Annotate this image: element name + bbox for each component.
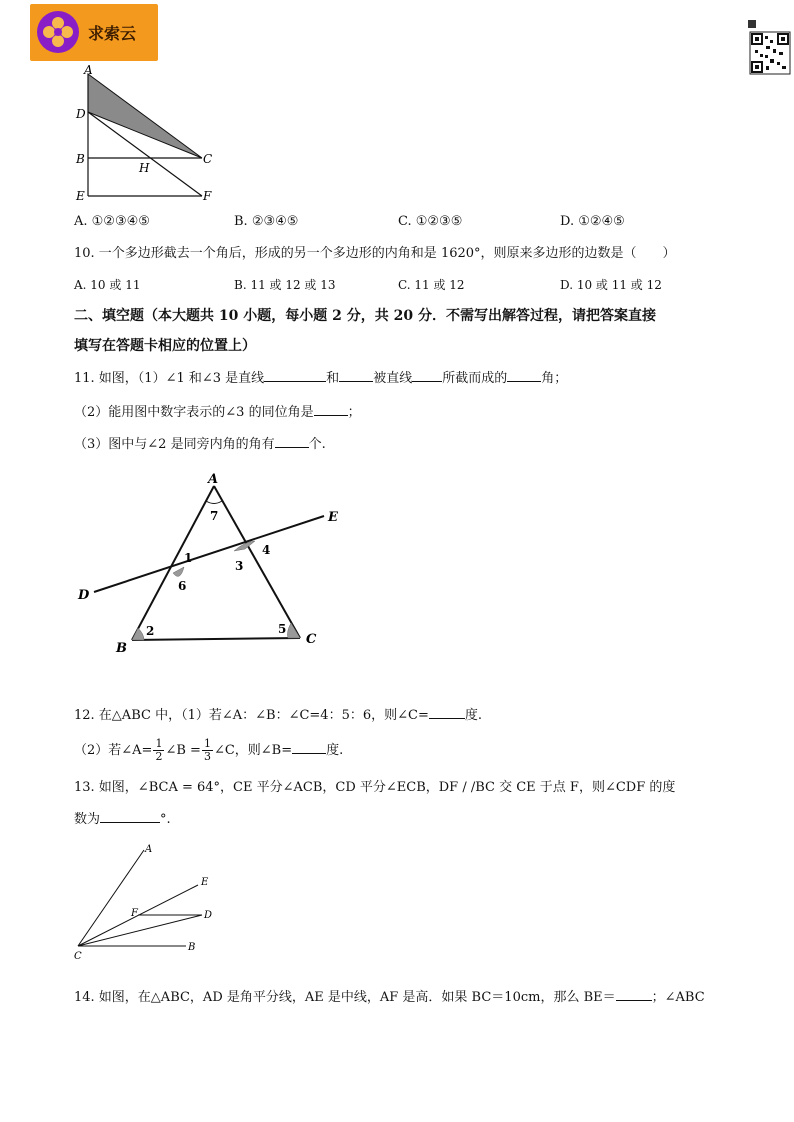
q11-blank-3[interactable] (412, 369, 442, 382)
q11-text-a3: 被直线 (373, 371, 413, 386)
logo-flower-icon (37, 11, 79, 53)
q12-text-b1: （2）若∠A= (74, 743, 153, 758)
q11-text-c1: （3）图中与∠2 是同旁内角的角有 (74, 437, 275, 452)
q14-text-a2: ；∠ABC (651, 990, 705, 1005)
q9-option-b[interactable]: B. ②③④⑤ (234, 214, 299, 229)
fraction-one-half: $\frac{1}{2}$ (155, 737, 163, 763)
label-D: D (204, 910, 213, 921)
qr-code-icon (746, 18, 793, 78)
label-D: D (76, 107, 86, 121)
label-A: A (208, 472, 219, 487)
label-B: B (76, 152, 85, 166)
q11-blank-2[interactable] (339, 369, 373, 382)
logo-text: 求索云 (88, 24, 137, 43)
q11-blank-1[interactable] (264, 369, 326, 382)
label-E: E (76, 189, 85, 203)
q13-text-2a: 数为 (74, 812, 101, 827)
q11-text-a2: 和 (326, 371, 340, 386)
q14-text-a1: 14. 如图，在△ABC，AD 是角平分线，AE 是中线，AF 是高．如果 BC＝10cm，那么 BE＝ (74, 990, 616, 1005)
q11-text-a5: 角； (541, 371, 568, 386)
q11-blank-6[interactable] (275, 435, 309, 448)
q11-text-a4: 所截而成的 (442, 371, 508, 386)
label-B: B (116, 641, 127, 656)
label-6: 6 (178, 579, 187, 593)
q10-option-a[interactable]: A. 10 或 11 (74, 278, 141, 292)
q13-blank[interactable] (100, 810, 160, 823)
figure-q13 (70, 840, 230, 965)
q11-text-b2: ； (347, 405, 361, 420)
q10-option-b[interactable]: B. 11 或 12 或 13 (234, 278, 336, 292)
figure-q11-triangle (72, 470, 362, 660)
label-A: A (145, 844, 153, 855)
q14-blank-1[interactable] (616, 988, 652, 1001)
label-C: C (306, 632, 317, 647)
figure-q9 (72, 62, 222, 207)
q9-option-a[interactable]: A. ①②③④⑤ (74, 214, 150, 229)
q11-blank-5[interactable] (314, 403, 348, 416)
label-C: C (74, 951, 82, 962)
q11-part1 (74, 369, 567, 388)
q11-text-a1: 11. 如图，（1）∠1 和∠3 是直线 (74, 371, 265, 386)
q13-line2 (74, 810, 171, 829)
q11-text-c2: 个. (308, 437, 326, 452)
label-E: E (201, 877, 209, 888)
label-F: F (203, 189, 212, 203)
q10-option-d[interactable]: D. 10 或 11 或 12 (560, 278, 662, 292)
section2-title-line1: 二、填空题（本大题共 10 小题，每小题 2 分，共 20 分．不需写出解答过程，请把答案直接 (74, 308, 656, 324)
q13-text-2b: °. (160, 812, 171, 827)
q12-blank-1[interactable] (429, 706, 465, 719)
label-2: 2 (146, 624, 155, 638)
q12-text-b2: ∠B = (165, 743, 201, 758)
label-3: 3 (235, 559, 244, 573)
q10-option-c[interactable]: C. 11 或 12 (398, 278, 465, 292)
q13-stem: 13. 如图，∠BCA = 64°，CE 平分∠ACB，CD 平分∠ECB，DF / /BC 交 CE 于点 F，则∠CDF 的度 (74, 780, 676, 795)
q11-part2 (74, 403, 361, 422)
q10-stem: 10. 一个多边形截去一个角后，形成的另一个多边形的内角和是 1620°，则原来多边形的边数是（ ） (74, 246, 676, 261)
q12-text-b3: ∠C，则∠B= (213, 743, 293, 758)
label-E: E (328, 510, 338, 525)
label-D: D (78, 588, 90, 603)
q12-text-a1: 12. 在△ABC 中，（1）若∠A：∠B：∠C=4：5：6，则∠C= (74, 708, 429, 723)
label-7: 7 (210, 509, 219, 523)
q12-part1 (74, 706, 482, 725)
label-1: 1 (184, 551, 193, 565)
q9-option-d[interactable]: D. ①②④⑤ (560, 214, 625, 229)
label-C: C (203, 152, 213, 166)
label-4: 4 (262, 543, 271, 557)
brand-logo (30, 4, 158, 61)
label-5: 5 (278, 622, 287, 636)
label-B: B (188, 942, 196, 953)
fraction-one-third: $\frac{1}{3}$ (203, 737, 211, 763)
label-F: F (131, 908, 138, 919)
q12-blank-2[interactable] (292, 741, 326, 754)
q14-stem (74, 988, 705, 1007)
q11-part3 (74, 435, 326, 454)
q9-option-c[interactable]: C. ①②③⑤ (398, 214, 463, 229)
section2-title-line2: 填写在答题卡相应的位置上） (74, 338, 256, 354)
q12-part2 (74, 736, 343, 766)
q11-text-b1: （2）能用图中数字表示的∠3 的同位角是 (74, 405, 314, 420)
q11-blank-4[interactable] (507, 369, 541, 382)
q12-text-b4: 度. (326, 743, 344, 758)
label-H: H (139, 161, 150, 175)
q12-text-a2: 度. (464, 708, 482, 723)
label-A: A (84, 63, 93, 77)
